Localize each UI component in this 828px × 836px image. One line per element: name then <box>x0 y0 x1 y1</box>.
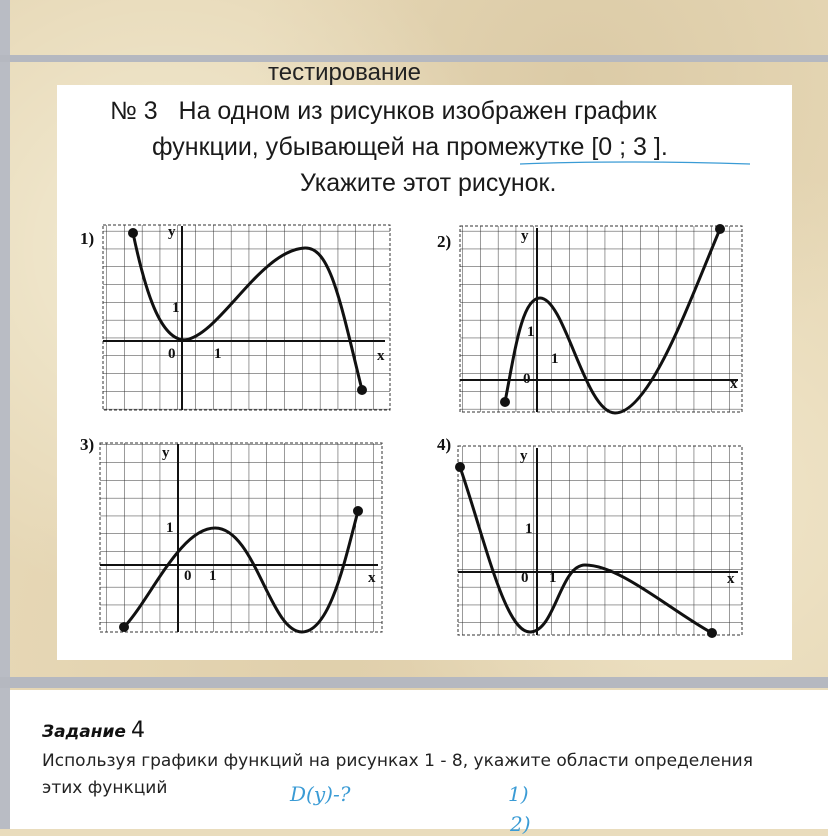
endpoint-1a <box>128 228 138 238</box>
graph-4 <box>437 435 742 638</box>
endpoint-2b <box>715 224 725 234</box>
endpoint-3b <box>353 506 363 516</box>
question-line-2: функции, убывающей на промежутке [0 ; 3 ]. <box>152 133 668 161</box>
y-unit-3: 1 <box>166 520 174 536</box>
question-line-3: Укажите этот рисунок. <box>300 169 557 197</box>
x-unit-4: 1 <box>549 570 557 586</box>
y-unit-2: 1 <box>527 324 535 340</box>
graph-2 <box>437 224 742 413</box>
grid-4 <box>458 446 742 635</box>
endpoint-1b <box>357 385 367 395</box>
x-label-1: x <box>377 348 385 364</box>
endpoint-2a <box>500 397 510 407</box>
x-unit-1: 1 <box>214 346 222 362</box>
x-unit-2: 1 <box>551 351 559 367</box>
y-unit-4: 1 <box>525 521 533 537</box>
x-unit-3: 1 <box>209 568 217 584</box>
handwriting-domain: D(y)-? <box>290 782 351 806</box>
endpoint-4a <box>455 462 465 472</box>
handwritten-underline <box>520 162 750 164</box>
grid-2 <box>460 226 742 412</box>
origin-label-4: 0 <box>521 570 529 586</box>
origin-label-3: 0 <box>184 568 192 584</box>
y-unit-1: 1 <box>172 300 180 316</box>
graph-1 <box>80 224 390 410</box>
question-number: № 3 <box>110 97 158 125</box>
y-label-2: y <box>521 228 529 244</box>
task-title: Задание <box>42 722 126 742</box>
y-label-1: y <box>168 224 176 240</box>
handwriting-item-2: 2) <box>510 812 531 836</box>
origin-label-2: 0 <box>523 371 531 387</box>
graph-3 <box>80 435 382 632</box>
graph-label-3: 3) <box>80 435 95 454</box>
x-label-2: x <box>730 376 738 392</box>
x-label-3: x <box>368 570 376 586</box>
y-label-3: y <box>162 445 170 461</box>
graph-label-2: 2) <box>437 232 452 251</box>
graph-label-1: 1) <box>80 229 95 248</box>
endpoint-4b <box>707 628 717 638</box>
cutoff-heading: тестирование <box>268 66 421 86</box>
x-label-4: x <box>727 571 735 587</box>
grid-1 <box>103 225 390 410</box>
question-text-1: На одном из рисунков изображен график <box>178 97 657 125</box>
task-4-line-2: этих функций <box>42 778 168 798</box>
endpoint-3a <box>119 622 129 632</box>
task-4-line-1: Используя графики функций на рисунках 1 - 8, укажите области определения <box>42 751 753 771</box>
task-4-heading <box>42 718 145 743</box>
graph-label-4: 4) <box>437 435 452 454</box>
y-label-4: y <box>520 448 528 464</box>
task-number: 4 <box>131 718 146 743</box>
handwriting-item-1: 1) <box>508 782 529 806</box>
origin-label-1: 0 <box>168 346 176 362</box>
